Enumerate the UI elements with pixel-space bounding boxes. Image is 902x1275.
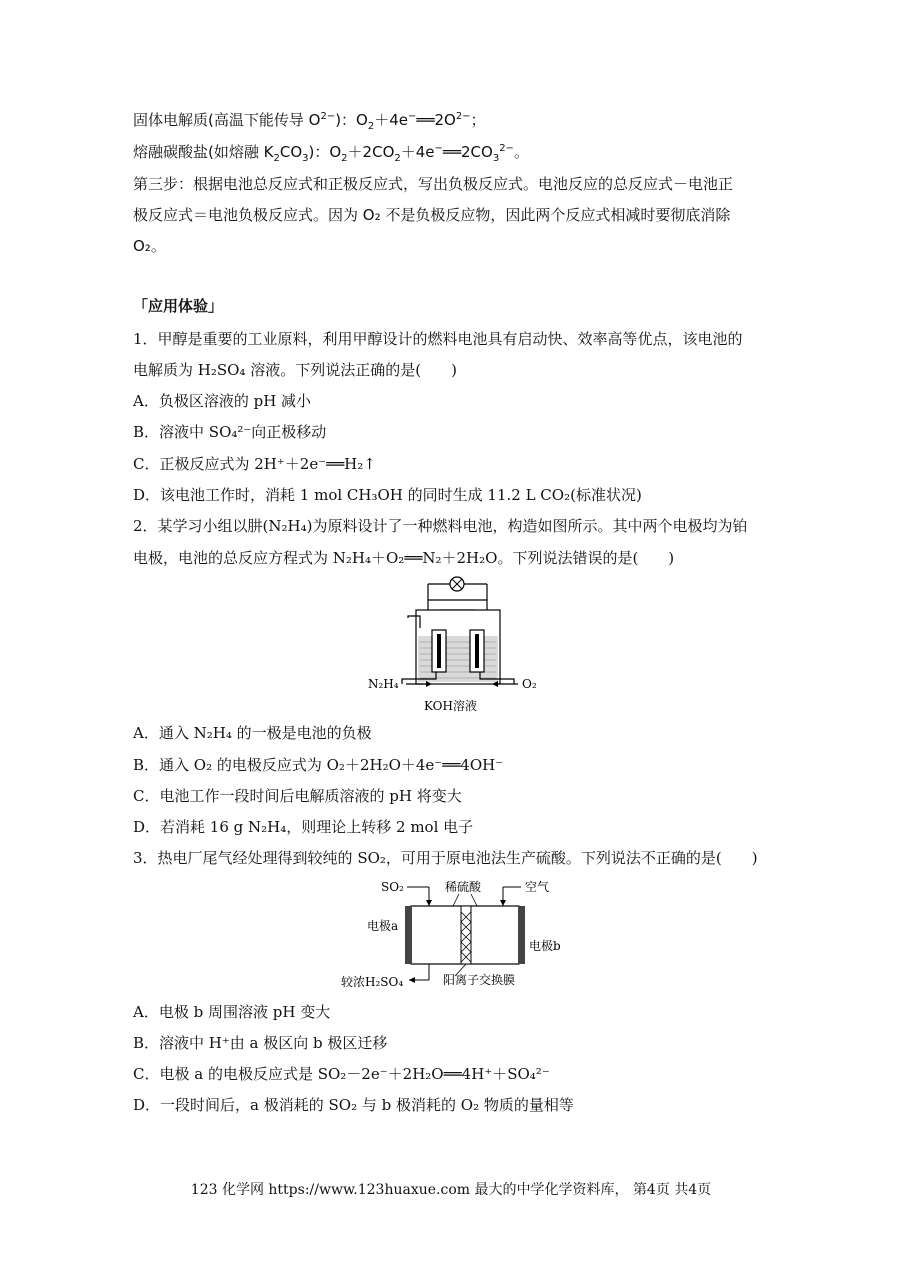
intro-molten-carbonate: 熔融碳酸盐(如熔融 $K_2CO_3$)：$O_2+2CO_2+4e^-══2CO_3^{2-}$。 [133, 143, 529, 164]
section-title: 「应用体验」 [133, 297, 224, 315]
q3-option-c: C．电极 a 的电极反应式是 SO₂－2e⁻＋2H₂O══4H⁺＋SO₄²⁻ [133, 1065, 550, 1083]
solid-product: 2O [434, 111, 456, 129]
cathode-electrode [475, 634, 479, 668]
fig-label-air: 空气 [525, 880, 550, 894]
so2-cell-figure [335, 876, 595, 996]
q2-stem-line2: 电极，电池的总反应方程式为 N₂H₄＋O₂══N₂＋2H₂O。下列说法错误的是( ) [133, 549, 675, 567]
fig-label-n2h4: N₂H₄ [368, 677, 399, 691]
fig-label-membrane: 阳离子交换膜 [443, 973, 516, 987]
page-footer: 123 化学网 https://www.123huaxue.com 最大的中学化学资料库， 第4页 共4页 [190, 1182, 712, 1198]
fig-label-electrode-b: 电极b [529, 939, 561, 953]
fig-label-koh: KOH溶液 [424, 699, 477, 713]
fig-label-acid: 稀硫酸 [445, 880, 482, 894]
step3-line3: O₂。 [133, 237, 166, 255]
q2-stem-line1: 2．某学习小组以肼(N₂H₄)为原料设计了一种燃料电池，构造如图所示。其中两个电极均为铂 [133, 517, 748, 535]
anode-electrode [437, 634, 441, 668]
electrode-b [518, 906, 525, 964]
q1-option-b: B．溶液中 SO₄²⁻向正极移动 [133, 423, 327, 441]
solid-eq-tail: 4e [389, 111, 409, 129]
step3-line1: 第三步：根据电池总反应式和正极反应式，写出负极反应式。电池反应的总反应式－电池正 [133, 175, 734, 193]
fig-label-o2: O₂ [522, 677, 537, 691]
q1-stem-line1: 1．甲醇是重要的工业原料，利用甲醇设计的燃料电池具有启动快、效率高等优点，该电池的 [133, 330, 743, 348]
q2-option-a: A．通入 N₂H₄ 的一极是电池的负极 [133, 724, 372, 742]
q1-option-c: C．正极反应式为 2H⁺＋2e⁻══H₂↑ [133, 455, 376, 473]
membrane [461, 906, 471, 964]
q1-stem-line2: 电解质为 H₂SO₄ 溶液。下列说法正确的是( ) [133, 361, 457, 379]
q2-option-c: C．电池工作一段时间后电解质溶液的 pH 将变大 [133, 787, 462, 805]
q3-option-d: D．一段时间后，a 极消耗的 SO₂ 与 b 极消耗的 O₂ 物质的量相等 [133, 1096, 574, 1114]
fig-label-so2: SO₂ [381, 880, 404, 894]
step3-line2: 极反应式＝电池负极反应式。因为 O₂ 不是负极反应物，因此两个反应式相减时要彻底消除 [133, 206, 731, 224]
solid-label: 固体电解质(高温下能传导 O [133, 111, 321, 129]
molten-label: 熔融碳酸盐(如熔融 K [133, 143, 274, 161]
intro-solid-electrolyte: 固体电解质(高温下能传导 $O^{2-}$)：$O_2+4e^-══2O^{2-}$； [133, 111, 486, 132]
q2-option-b: B．通入 O₂ 的电极反应式为 O₂＋2H₂O＋4e⁻══4OH⁻ [133, 756, 504, 774]
q3-stem: 3．热电厂尾气经处理得到较纯的 SO₂，可用于原电池法生产硫酸。下列说法不正确的是( ) [133, 849, 758, 867]
electrode-a [405, 906, 412, 964]
q1-option-a: A．负极区溶液的 pH 减小 [133, 392, 312, 410]
q3-option-a: A．电极 b 周围溶液 pH 变大 [133, 1003, 331, 1021]
q2-option-d: D．若消耗 16 g N₂H₄，则理论上转移 2 mol 电子 [133, 818, 474, 836]
fig-label-electrode-a: 电极a [367, 919, 399, 933]
q3-option-b: B．溶液中 H⁺由 a 极区向 b 极区迁移 [133, 1034, 388, 1052]
electrolyte [418, 636, 498, 682]
fig-label-conc-acid: 较浓H₂SO₄ [341, 975, 404, 989]
q1-option-d: D．该电池工作时，消耗 1 mol CH₃OH 的同时生成 11.2 L CO₂(标准状况) [133, 486, 642, 504]
fuel-cell-figure [360, 576, 550, 716]
